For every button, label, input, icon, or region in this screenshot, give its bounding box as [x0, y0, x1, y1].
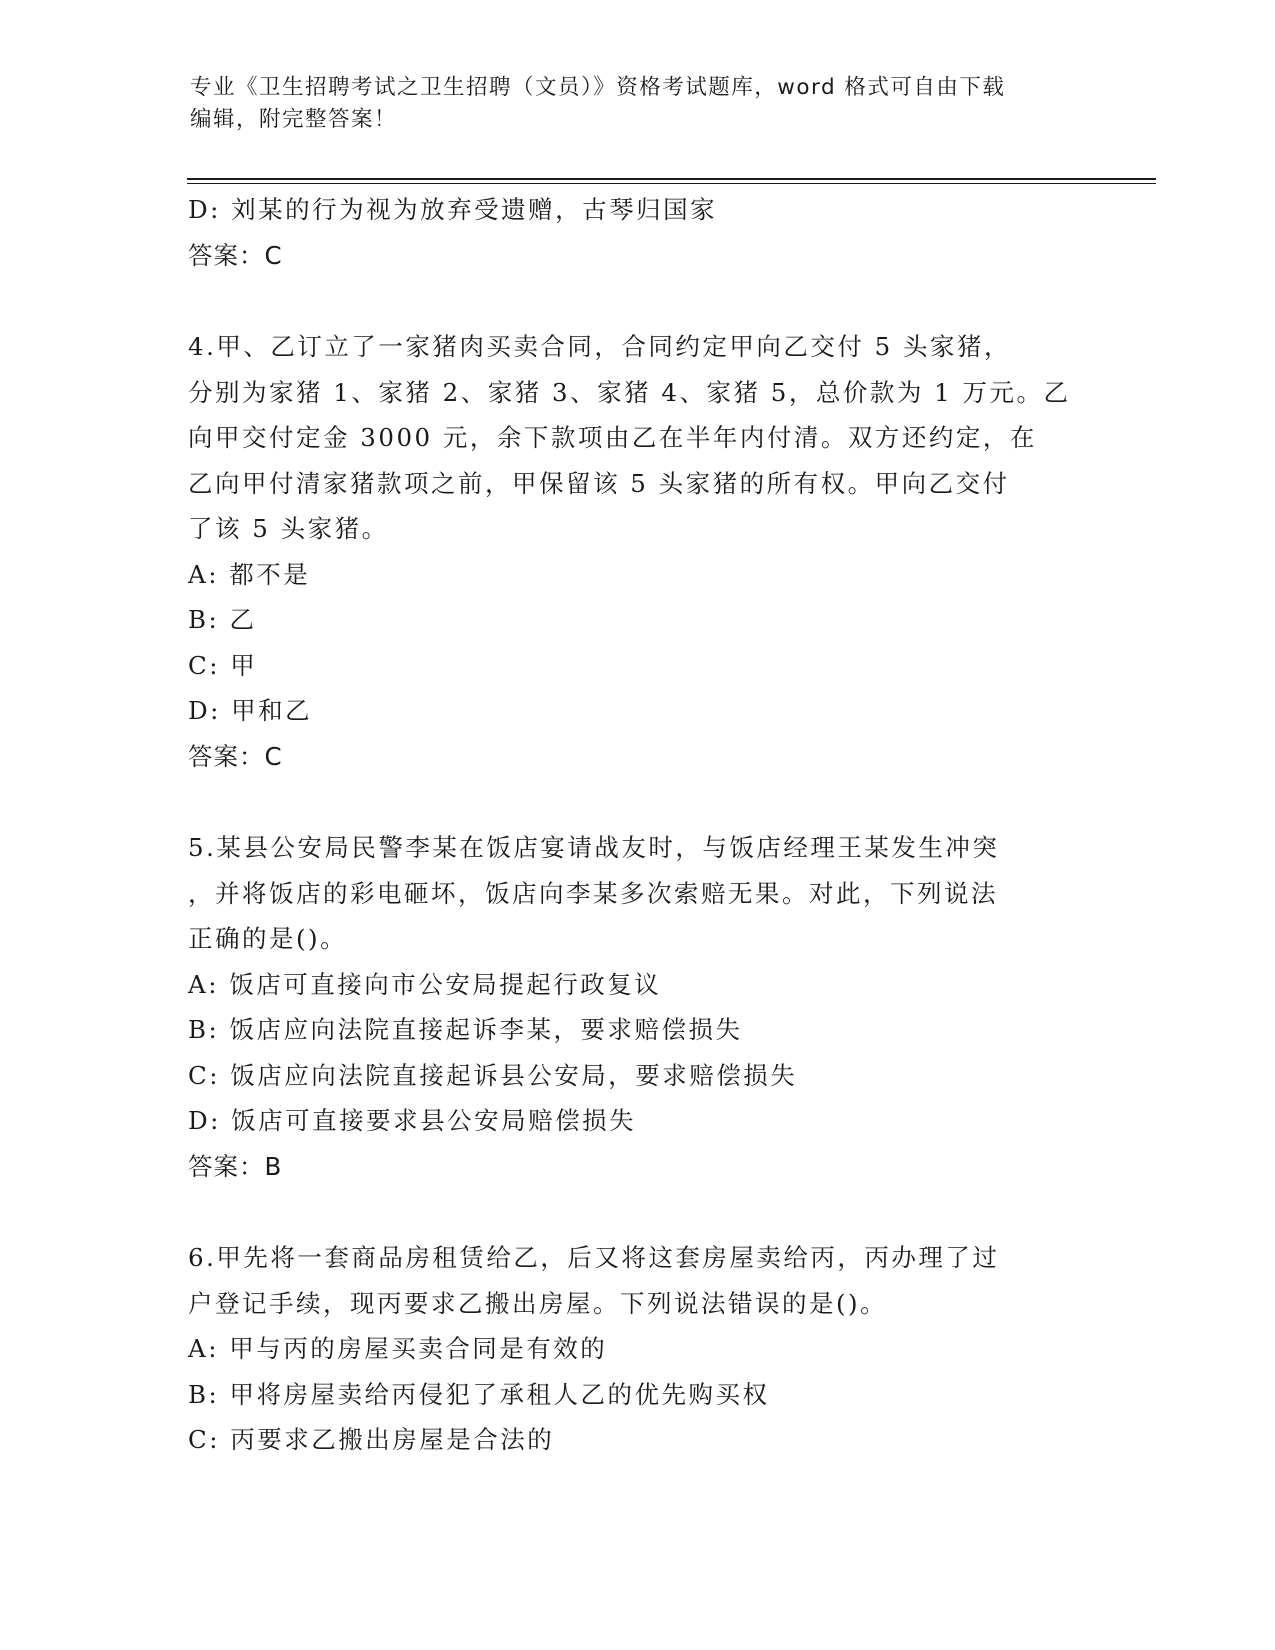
prev-option-d: D: 刘某的行为视为放弃受遗赠，古琴归国家 [188, 195, 718, 224]
answer: 答案：B [188, 1151, 283, 1181]
question-stem-line: 了该 5 头家猪。 [188, 514, 389, 543]
question-stem-line: 5.某县公安局民警李某在饭店宴请战友时，与饭店经理王某发生冲突 [188, 833, 1000, 862]
option-c: C: 丙要求乙搬出房屋是合法的 [188, 1425, 555, 1454]
option-b: B: 乙 [188, 605, 257, 634]
document-body [188, 187, 1088, 1463]
prev-answer: 答案：C [188, 240, 283, 270]
option-d: D: 甲和乙 [188, 696, 313, 725]
question-6 [188, 1235, 1088, 1463]
document-header: 专业《卫生招聘考试之卫生招聘（文员）》资格考试题库，word 格式可自由下载 编辑，附完整答案！ [190, 75, 1006, 132]
spacer [188, 278, 1088, 324]
question-stem-line: 正确的是()。 [188, 924, 348, 953]
question-stem-line: 乙向甲付清家猪款项之前，甲保留该 5 头家猪的所有权。甲向乙交付 [188, 468, 1010, 498]
option-b: B: 甲将房屋卖给丙侵犯了承租人乙的优先购买权 [188, 1379, 770, 1409]
spacer [188, 779, 1088, 825]
option-b: B: 饭店应向法院直接起诉李某，要求赔偿损失 [188, 1015, 743, 1044]
question-stem-line: ，并将饭店的彩电砸坏，饭店向李某多次索赔无果。对此，下列说法 [188, 878, 998, 908]
question-stem-line: 4.甲、乙订立了一家猪肉买卖合同，合同约定甲向乙交付 5 头家猪， [188, 332, 1012, 361]
option-a: A: 饭店可直接向市公安局提起行政复议 [188, 969, 662, 999]
option-a: A: 都不是 [188, 559, 311, 589]
answer: 答案：C [188, 741, 283, 771]
header-rule-thick [187, 178, 1156, 180]
question-stem-line: 分别为家猪 1、家猪 2、家猪 3、家猪 4、家猪 5，总价款为 1 万元。乙 [188, 377, 1071, 407]
question-stem-line: 户登记手续，现丙要求乙搬出房屋。下列说法错误的是()。 [188, 1288, 888, 1318]
option-c: C: 甲 [188, 650, 258, 680]
question-stem-line: 6.甲先将一套商品房租赁给乙，后又将这套房屋卖给丙，丙办理了过 [188, 1243, 1000, 1272]
option-d: D: 饭店可直接要求县公安局赔偿损失 [188, 1106, 637, 1135]
question-stem-line: 向甲交付定金 3000 元，余下款项由乙在半年内付清。双方还约定，在 [188, 423, 1037, 452]
option-a: A: 甲与丙的房屋买卖合同是有效的 [188, 1334, 608, 1363]
question-5 [188, 825, 1088, 1189]
question-4 [188, 324, 1088, 779]
option-c: C: 饭店应向法院直接起诉县公安局，要求赔偿损失 [188, 1060, 798, 1090]
spacer [188, 1189, 1088, 1235]
header-rule-thin [187, 183, 1156, 184]
